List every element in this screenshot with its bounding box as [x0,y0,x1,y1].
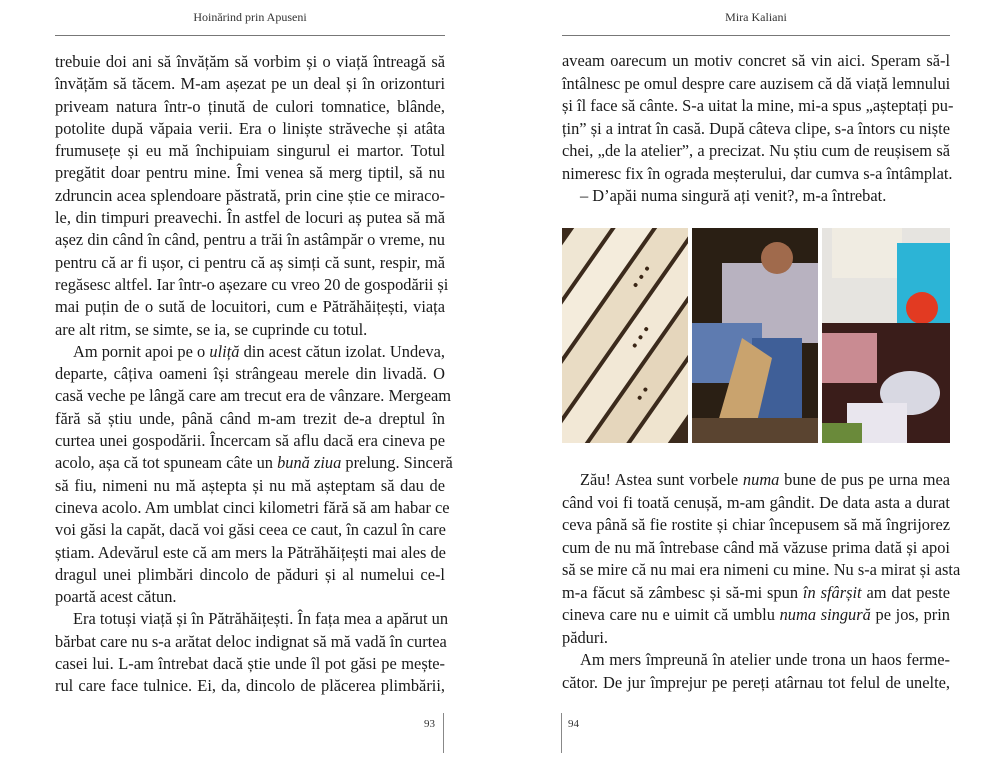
italic-text: bună ziua [277,453,342,473]
text-segment: acolo, așa că tot spuneam câte un [55,453,278,473]
page-number-rule [561,713,562,753]
text-segment: trebuie doi ani să învățăm să vorbim și o viață întreagă să [55,52,445,71]
text-segment: să fiu, nimeni nu mă aștepta și nu mă așteptam să dau de [55,475,445,495]
text-segment: așez din când în când, pentru a trăi în astâmpăr o vreme, nu [55,230,445,250]
text-line [562,95,954,118]
text-segment: și îl face să cânte. S-a uitat la mine, mi-a spus „așteptați pu- [562,96,954,115]
text-line [55,140,445,162]
text-line [55,363,445,385]
running-head-author: Mira Kaliani [725,10,787,24]
text-segment: întâlnesc pe omul despre care auzisem că dă viață lemnului [562,73,951,93]
text-segment: învățăm să tăcem. M-am așezat pe un deal și în orizonturi [55,74,445,94]
text-line [55,229,445,251]
text-segment: știam. Adevărul este că am mers la Pătrăhăițești mai ales de [55,542,446,562]
text-segment: să se mire că nu mai era nimeni cu mine. Nu s-a mirat și asta [562,560,961,579]
text-line [562,469,950,492]
text-line [55,675,445,697]
text-line [562,537,950,560]
text-segment: priveam natura într-o ținută de culori tomnatice, blânde, [55,96,445,116]
text-segment: Am mers împreună în atelier unde trona un haos ferme- [580,650,950,669]
text-segment: cum de nu mă întrebase când mă văzuse prima dată și apoi [562,537,950,557]
running-head-book-title: Hoinărind prin Apuseni [193,10,307,24]
text-segment: cineva acolo. Am umblat cinci kilometri fără să am habar ce [55,497,450,517]
text-segment: departe, câțiva oameni își strângeau merele din livadă. O [55,364,445,384]
text-segment: casei lui. L-am întrebat dacă știe unde îl pot găsi pe mește- [55,654,445,674]
body-text-top [562,50,954,208]
text-segment: țin” și a intrat în casă. După câteva clipe, s-a întors cu niște [562,118,950,138]
text-line [562,582,950,605]
text-line [562,118,950,141]
right-page [562,0,961,774]
text-line [55,296,445,318]
page-number: 93 [424,718,435,730]
text-segment: voi găsi la capăt, dacă voi găsi ceea ce caut, în cazul în care [55,520,446,540]
page-number-rule [443,713,444,753]
text-line [55,586,445,608]
text-segment: frumusețe și eu mă închipuiam singurul ei martor. Totul [55,141,445,161]
text-segment: Am pornit apoi pe o [73,341,210,361]
text-line [562,604,950,627]
header-rule [55,35,445,36]
text-line [55,452,453,474]
italic-text: în sfârșit [802,582,862,602]
text-segment: zdruncin acea splendoare păstrată, prin cine știe ce miraco- [55,185,445,205]
text-segment: cător. De jur împrejur pe pereți atârnau tot felul de unelte, [562,672,950,692]
text-line [55,608,449,630]
italic-text: numa [742,470,780,489]
text-segment: fără să știu unde, până când m-am trezit de-a dreptul în [55,408,445,428]
photo-craftsman-carving-wood [692,228,818,443]
text-segment: m-a făcut să zâmbesc și să-mi spun [562,582,803,602]
text-line [55,207,445,229]
text-line [55,497,450,519]
photo-carved-tulnic-tubes [562,228,688,443]
text-line [55,73,445,95]
text-line [562,492,950,515]
text-segment: le, din timpuri preavechi. În astfel de locuri aș putea să mă [55,208,445,228]
text-line [55,319,445,341]
text-line [562,514,950,537]
text-line [562,50,950,73]
text-line [55,96,445,118]
text-line [55,252,445,274]
text-segment: când voi fi toată cenușă, m-am gândit. De data asta a durat [562,492,950,512]
text-line [562,559,961,582]
text-line [55,51,445,73]
text-segment: curtea unei gospodării. Încercam să aflu dacă era cineva pe [55,431,445,451]
text-line [562,140,950,163]
text-segment: pe jos, prin [870,605,950,624]
italic-text: uliță [209,341,240,361]
text-line [55,274,449,296]
text-segment: are alt ritm, se simte, se ia, se cuprinde cu totul. [55,319,368,339]
text-segment: bărbat care nu s-a arătat deloc indignat să mă vadă în curtea [55,631,447,651]
text-segment: – D’apăi numa singură ați venit?, m-a întrebat. [580,186,887,205]
text-line [562,627,950,650]
text-line [55,519,445,541]
body-text-bottom [562,469,961,694]
text-segment: regăsesc altfel. Iar într-o așezare cu vreo 20 de gospodării și [55,274,449,294]
photo-embroidered-textiles-and-rose-carpet [822,228,950,443]
text-line [55,118,445,140]
text-line [562,672,950,695]
text-segment: Zău! Astea sunt vorbele [580,470,743,489]
text-segment: Era totuși viață și în Pătrăhăițești. În fața mea a apărut un [73,609,449,629]
body-text [55,51,453,698]
text-line [55,385,452,407]
header-rule [562,35,950,36]
text-segment: cineva care nu e uimit că umblu [562,605,780,624]
text-segment: casă veche pe lângă care am trecut era de vânzare. Mergeam [55,386,452,406]
page-number: 94 [568,718,579,730]
text-line [55,542,445,564]
text-line [55,408,445,430]
text-segment: poartă acest cătun. [55,587,177,607]
italic-text: numa singură [779,605,871,624]
text-line [55,162,445,184]
text-line [55,653,445,675]
text-segment: bune de pus pe urna mea [779,470,950,489]
text-line [562,163,953,186]
text-line [562,649,950,672]
text-line [55,475,445,497]
text-line [55,631,445,653]
text-line [55,185,445,207]
text-segment: dragul unei plimbări dincolo de păduri și al numelui ce-l [55,564,445,584]
text-line [562,185,950,208]
text-segment: pentru că ar fi ușor, ci pentru că aș simți că sunt, respir, mă [55,252,445,272]
text-segment: potolite după văpaia verii. Era o liniște străveche și atâta [55,118,445,138]
text-segment: pregătit doar pentru mine. Îmi venea să merg tiptil, să nu [55,163,445,183]
text-segment: chei, „de la atelier”, a precizat. Nu știu cum de reușisem să [562,141,950,160]
text-segment: rul care face tulnice. Ei, da, dincolo de plăcerea plimbării, [55,676,445,696]
text-line [55,341,445,363]
text-segment: nimeresc fix în ograda meșterului, dar cumva s-a întâmplat. [562,163,953,183]
text-segment: aveam oarecum un motiv concret să vin aici. Speram să-l [562,51,950,70]
text-line [55,430,445,452]
text-line [562,73,950,96]
text-line [55,564,445,586]
text-segment: prelung. Sinceră [341,453,453,473]
text-segment: din acest cătun izolat. Undeva, [239,341,445,361]
text-segment: mai puțin de o sută de locuitori, cum e Pătrăhăițești, viața [55,297,445,317]
left-page [55,0,453,774]
text-segment: păduri. [562,627,608,647]
text-segment: ceva până să fie rostite și chiar începusem să mă îngrijorez [562,515,950,534]
text-segment: am dat peste [861,582,950,602]
